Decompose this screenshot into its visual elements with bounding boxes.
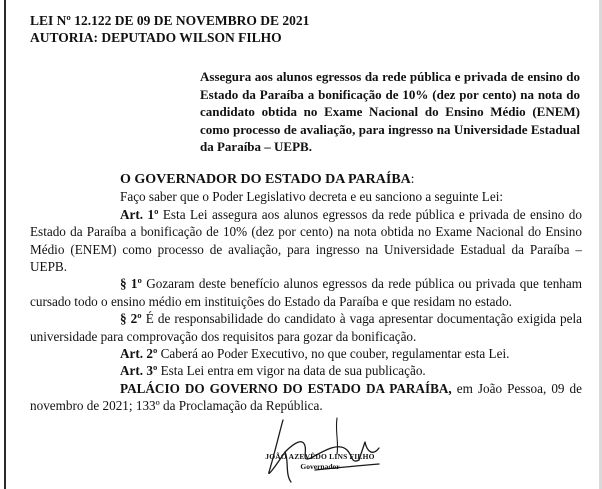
governor-signature-block bbox=[255, 412, 405, 487]
law-header bbox=[30, 12, 309, 46]
article-3-text: Esta Lei entra em vigor na data de sua publicação. bbox=[157, 363, 426, 379]
paragraph-1-text: Gozaram deste benefício alunos egressos da rede pública ou privada que tenham cursado todo o ensino médio em instituições do Estado da Paraíba e que residam no estado. bbox=[30, 276, 582, 309]
article-2 bbox=[30, 345, 582, 362]
palacio-closing bbox=[30, 380, 582, 415]
signature-name: JOÃO AZEVÊDO LINS FILHO bbox=[265, 452, 375, 461]
palacio-text: em João Pessoa, 09 de novembro de 2021; 133º da Proclamação da República. bbox=[30, 380, 583, 414]
law-body bbox=[30, 170, 582, 415]
law-number-title: LEI Nº 12.122 DE 09 DE NOVEMBRO DE 2021 bbox=[30, 13, 310, 28]
paragraph-2-text: É de responsabilidade do candidato à vaga apresentar documentação exigida pela universidade para comprovação dos requisitos para gozar da bonificação. bbox=[30, 311, 582, 344]
article-2-text: Caberá ao Poder Executivo, no que couber, regulamentar esta Lei. bbox=[157, 346, 510, 362]
left-margin-rule bbox=[4, 0, 6, 489]
article-3-label: Art. 3º bbox=[120, 363, 158, 379]
article-3 bbox=[30, 362, 582, 379]
governor-title: O GOVERNADOR DO ESTADO DA PARAÍBA bbox=[120, 172, 411, 187]
law-authorship: AUTORIA: DEPUTADO WILSON FILHO bbox=[30, 30, 282, 45]
paragraph-2 bbox=[30, 310, 582, 345]
article-1-text: Esta Lei assegura aos alunos egressos da rede pública e privada de ensino do Estado da Paraíba a bonificação de 10% (dez por cento) na nota obtida no Exame Nacional do Ensino Médio (ENEM) como processo de avaliação, para ingresso na Universidade Estadual da Paraíba – UEPB. bbox=[30, 206, 582, 275]
article-1-label: Art. 1º bbox=[120, 206, 159, 222]
paragraph-1 bbox=[30, 275, 582, 310]
paragraph-2-label: § 2º bbox=[120, 311, 142, 327]
intro-paragraph: Faço saber que o Poder Legislativo decreta e eu sanciono a seguinte Lei: bbox=[120, 189, 504, 205]
law-summary-ementa: Assegura aos alunos egressos da rede pública e privada de ensino do Estado da Paraíba a bonificação de 10% (dez por cento) na nota do candidato obtida no Exame Nacional do Ensino Médio (ENEM) como processo de avaliação, para ingresso na Universidade Estadual da Paraíba – UEPB. bbox=[200, 69, 580, 154]
signature-role: Governador bbox=[300, 462, 340, 471]
handwritten-signature-icon bbox=[255, 412, 405, 487]
governor-heading bbox=[30, 170, 582, 188]
article-1 bbox=[30, 206, 582, 276]
palacio-label: PALÁCIO DO GOVERNO DO ESTADO DA PARAÍBA, bbox=[120, 380, 452, 396]
governor-colon: : bbox=[410, 171, 415, 186]
paragraph-1-label: § 1º bbox=[120, 276, 142, 292]
article-2-label: Art. 2º bbox=[120, 346, 158, 362]
